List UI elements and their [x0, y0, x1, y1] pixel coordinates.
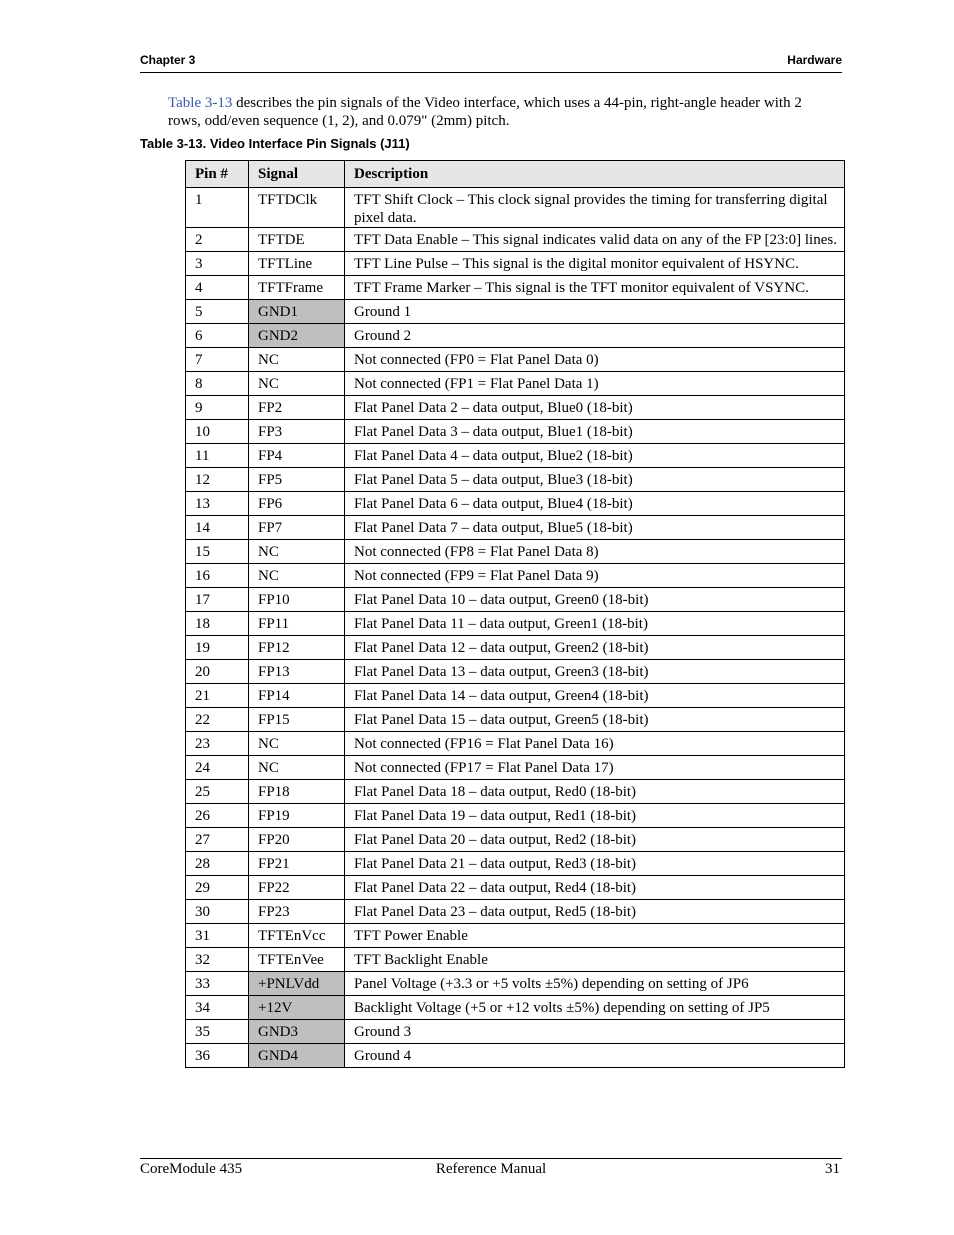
signal-cell: FP13 — [249, 660, 345, 684]
description-cell: Flat Panel Data 10 – data output, Green0 (18-bit) — [345, 588, 845, 612]
signal-cell: TFTDE — [249, 228, 345, 252]
description-cell: Flat Panel Data 2 – data output, Blue0 (18-bit) — [345, 396, 845, 420]
section-label: Hardware — [787, 53, 842, 67]
description-cell: Panel Voltage (+3.3 or +5 volts ±5%) depending on setting of JP6 — [345, 972, 845, 996]
table-row — [186, 612, 845, 636]
description-cell: TFT Data Enable – This signal indicates valid data on any of the FP [23:0] lines. — [345, 228, 845, 252]
pin-cell: 35 — [186, 1020, 249, 1044]
description-cell: Flat Panel Data 4 – data output, Blue2 (18-bit) — [345, 444, 845, 468]
pin-cell: 4 — [186, 276, 249, 300]
table-row — [186, 804, 845, 828]
signal-cell: FP22 — [249, 876, 345, 900]
signal-cell: NC — [249, 372, 345, 396]
signal-cell: +12V — [249, 996, 345, 1020]
signal-cell: NC — [249, 732, 345, 756]
table-row — [186, 564, 845, 588]
description-cell: Flat Panel Data 20 – data output, Red2 (18-bit) — [345, 828, 845, 852]
signal-cell: FP19 — [249, 804, 345, 828]
pin-cell: 12 — [186, 468, 249, 492]
description-cell: Ground 4 — [345, 1044, 845, 1068]
chapter-label: Chapter 3 — [140, 53, 196, 67]
pin-cell: 23 — [186, 732, 249, 756]
signal-cell: FP11 — [249, 612, 345, 636]
signal-cell: FP21 — [249, 852, 345, 876]
table-row — [186, 852, 845, 876]
intro-paragraph — [168, 94, 838, 130]
column-header-description: Description — [345, 161, 845, 188]
pin-cell: 7 — [186, 348, 249, 372]
pin-cell: 9 — [186, 396, 249, 420]
table-row — [186, 396, 845, 420]
pin-cell: 1 — [186, 188, 249, 228]
pin-cell: 34 — [186, 996, 249, 1020]
description-cell: TFT Line Pulse – This signal is the digital monitor equivalent of HSYNC. — [345, 252, 845, 276]
signal-cell: GND1 — [249, 300, 345, 324]
description-cell: Flat Panel Data 7 – data output, Blue5 (18-bit) — [345, 516, 845, 540]
signal-cell: +PNLVdd — [249, 972, 345, 996]
signal-cell: NC — [249, 564, 345, 588]
column-header-signal: Signal — [249, 161, 345, 188]
pin-cell: 30 — [186, 900, 249, 924]
description-cell: Ground 1 — [345, 300, 845, 324]
signal-cell: TFTEnVee — [249, 948, 345, 972]
description-cell: Not connected (FP9 = Flat Panel Data 9) — [345, 564, 845, 588]
table-row — [186, 780, 845, 804]
description-cell: Flat Panel Data 23 – data output, Red5 (18-bit) — [345, 900, 845, 924]
table-row — [186, 636, 845, 660]
pin-cell: 14 — [186, 516, 249, 540]
table-row — [186, 540, 845, 564]
table-row — [186, 348, 845, 372]
signal-cell: FP2 — [249, 396, 345, 420]
intro-text: describes the pin signals of the Video interface, which uses a 44-pin, right-angle header with 2 rows, odd/even sequence (1, 2), and 0.079" (2mm) pitch. — [168, 95, 802, 129]
pin-cell: 31 — [186, 924, 249, 948]
table-row — [186, 684, 845, 708]
description-cell: Flat Panel Data 3 – data output, Blue1 (18-bit) — [345, 420, 845, 444]
pin-cell: 15 — [186, 540, 249, 564]
pin-cell: 2 — [186, 228, 249, 252]
table-reference-link[interactable]: Table 3-13 — [168, 95, 233, 111]
table-row — [186, 660, 845, 684]
signal-cell: FP18 — [249, 780, 345, 804]
pin-cell: 29 — [186, 876, 249, 900]
description-cell: Ground 2 — [345, 324, 845, 348]
description-cell: Not connected (FP17 = Flat Panel Data 17) — [345, 756, 845, 780]
pin-cell: 33 — [186, 972, 249, 996]
table-body — [186, 188, 845, 1068]
signal-cell: FP23 — [249, 900, 345, 924]
signal-cell: FP6 — [249, 492, 345, 516]
pin-cell: 19 — [186, 636, 249, 660]
table-header-row — [186, 161, 845, 188]
description-cell: Not connected (FP1 = Flat Panel Data 1) — [345, 372, 845, 396]
pin-cell: 25 — [186, 780, 249, 804]
table-row — [186, 492, 845, 516]
description-cell: Backlight Voltage (+5 or +12 volts ±5%) depending on setting of JP5 — [345, 996, 845, 1020]
pin-cell: 32 — [186, 948, 249, 972]
column-header-pin: Pin # — [186, 161, 249, 188]
table-row — [186, 708, 845, 732]
table-row — [186, 1044, 845, 1068]
description-cell: TFT Shift Clock – This clock signal provides the timing for transferring digital pixel data. — [345, 188, 845, 228]
signal-cell: FP10 — [249, 588, 345, 612]
table-row — [186, 276, 845, 300]
description-cell: Flat Panel Data 14 – data output, Green4 (18-bit) — [345, 684, 845, 708]
signal-cell: NC — [249, 756, 345, 780]
description-cell: TFT Backlight Enable — [345, 948, 845, 972]
pin-cell: 27 — [186, 828, 249, 852]
description-cell: Flat Panel Data 6 – data output, Blue4 (18-bit) — [345, 492, 845, 516]
signal-cell: FP12 — [249, 636, 345, 660]
pin-cell: 6 — [186, 324, 249, 348]
signal-cell: TFTLine — [249, 252, 345, 276]
page-number: 31 — [825, 1161, 840, 1177]
table-row — [186, 996, 845, 1020]
table-row — [186, 924, 845, 948]
description-cell: Not connected (FP8 = Flat Panel Data 8) — [345, 540, 845, 564]
description-cell: TFT Frame Marker – This signal is the TFT monitor equivalent of VSYNC. — [345, 276, 845, 300]
pin-signals-table — [185, 160, 845, 1068]
description-cell: Flat Panel Data 5 – data output, Blue3 (18-bit) — [345, 468, 845, 492]
description-cell: Flat Panel Data 18 – data output, Red0 (18-bit) — [345, 780, 845, 804]
table-row — [186, 420, 845, 444]
table-row — [186, 588, 845, 612]
signal-cell: FP7 — [249, 516, 345, 540]
page-footer — [140, 1158, 842, 1181]
table-row — [186, 188, 845, 228]
pin-cell: 13 — [186, 492, 249, 516]
table-row — [186, 732, 845, 756]
signal-cell: FP5 — [249, 468, 345, 492]
pin-cell: 21 — [186, 684, 249, 708]
signal-cell: NC — [249, 540, 345, 564]
pin-cell: 17 — [186, 588, 249, 612]
table-row — [186, 372, 845, 396]
description-cell: Ground 3 — [345, 1020, 845, 1044]
pin-cell: 16 — [186, 564, 249, 588]
table-row — [186, 300, 845, 324]
table-row — [186, 468, 845, 492]
pin-cell: 28 — [186, 852, 249, 876]
signal-cell: TFTEnVcc — [249, 924, 345, 948]
pin-cell: 3 — [186, 252, 249, 276]
footer-product: CoreModule 435 — [140, 1161, 243, 1177]
signal-cell: FP15 — [249, 708, 345, 732]
pin-cell: 22 — [186, 708, 249, 732]
table-row — [186, 444, 845, 468]
pin-cell: 8 — [186, 372, 249, 396]
signal-cell: FP14 — [249, 684, 345, 708]
description-cell: TFT Power Enable — [345, 924, 845, 948]
signal-cell: GND2 — [249, 324, 345, 348]
table-row — [186, 228, 845, 252]
description-cell: Flat Panel Data 13 – data output, Green3 (18-bit) — [345, 660, 845, 684]
pin-cell: 36 — [186, 1044, 249, 1068]
pin-cell: 20 — [186, 660, 249, 684]
signal-cell: TFTDClk — [249, 188, 345, 228]
table-row — [186, 948, 845, 972]
table-row — [186, 324, 845, 348]
table-row — [186, 1020, 845, 1044]
table-row — [186, 900, 845, 924]
description-cell: Flat Panel Data 15 – data output, Green5 (18-bit) — [345, 708, 845, 732]
pin-cell: 10 — [186, 420, 249, 444]
pin-cell: 18 — [186, 612, 249, 636]
pin-cell: 24 — [186, 756, 249, 780]
table-row — [186, 828, 845, 852]
description-cell: Flat Panel Data 21 – data output, Red3 (18-bit) — [345, 852, 845, 876]
table-caption: Table 3-13. Video Interface Pin Signals (J11) — [140, 136, 410, 151]
table-row — [186, 756, 845, 780]
description-cell: Not connected (FP0 = Flat Panel Data 0) — [345, 348, 845, 372]
pin-cell: 11 — [186, 444, 249, 468]
description-cell: Flat Panel Data 22 – data output, Red4 (18-bit) — [345, 876, 845, 900]
table-row — [186, 876, 845, 900]
description-cell: Flat Panel Data 19 – data output, Red1 (18-bit) — [345, 804, 845, 828]
signal-cell: FP3 — [249, 420, 345, 444]
signal-cell: FP20 — [249, 828, 345, 852]
footer-doc-title: Reference Manual — [435, 1161, 547, 1177]
description-cell: Flat Panel Data 11 – data output, Green1 (18-bit) — [345, 612, 845, 636]
signal-cell: GND4 — [249, 1044, 345, 1068]
signal-cell: FP4 — [249, 444, 345, 468]
pin-cell: 5 — [186, 300, 249, 324]
description-cell: Not connected (FP16 = Flat Panel Data 16) — [345, 732, 845, 756]
page-header — [140, 52, 842, 73]
signal-cell: TFTFrame — [249, 276, 345, 300]
signal-cell: NC — [249, 348, 345, 372]
signal-cell: GND3 — [249, 1020, 345, 1044]
table-row — [186, 252, 845, 276]
pin-cell: 26 — [186, 804, 249, 828]
table-row — [186, 516, 845, 540]
description-cell: Flat Panel Data 12 – data output, Green2 (18-bit) — [345, 636, 845, 660]
table-row — [186, 972, 845, 996]
